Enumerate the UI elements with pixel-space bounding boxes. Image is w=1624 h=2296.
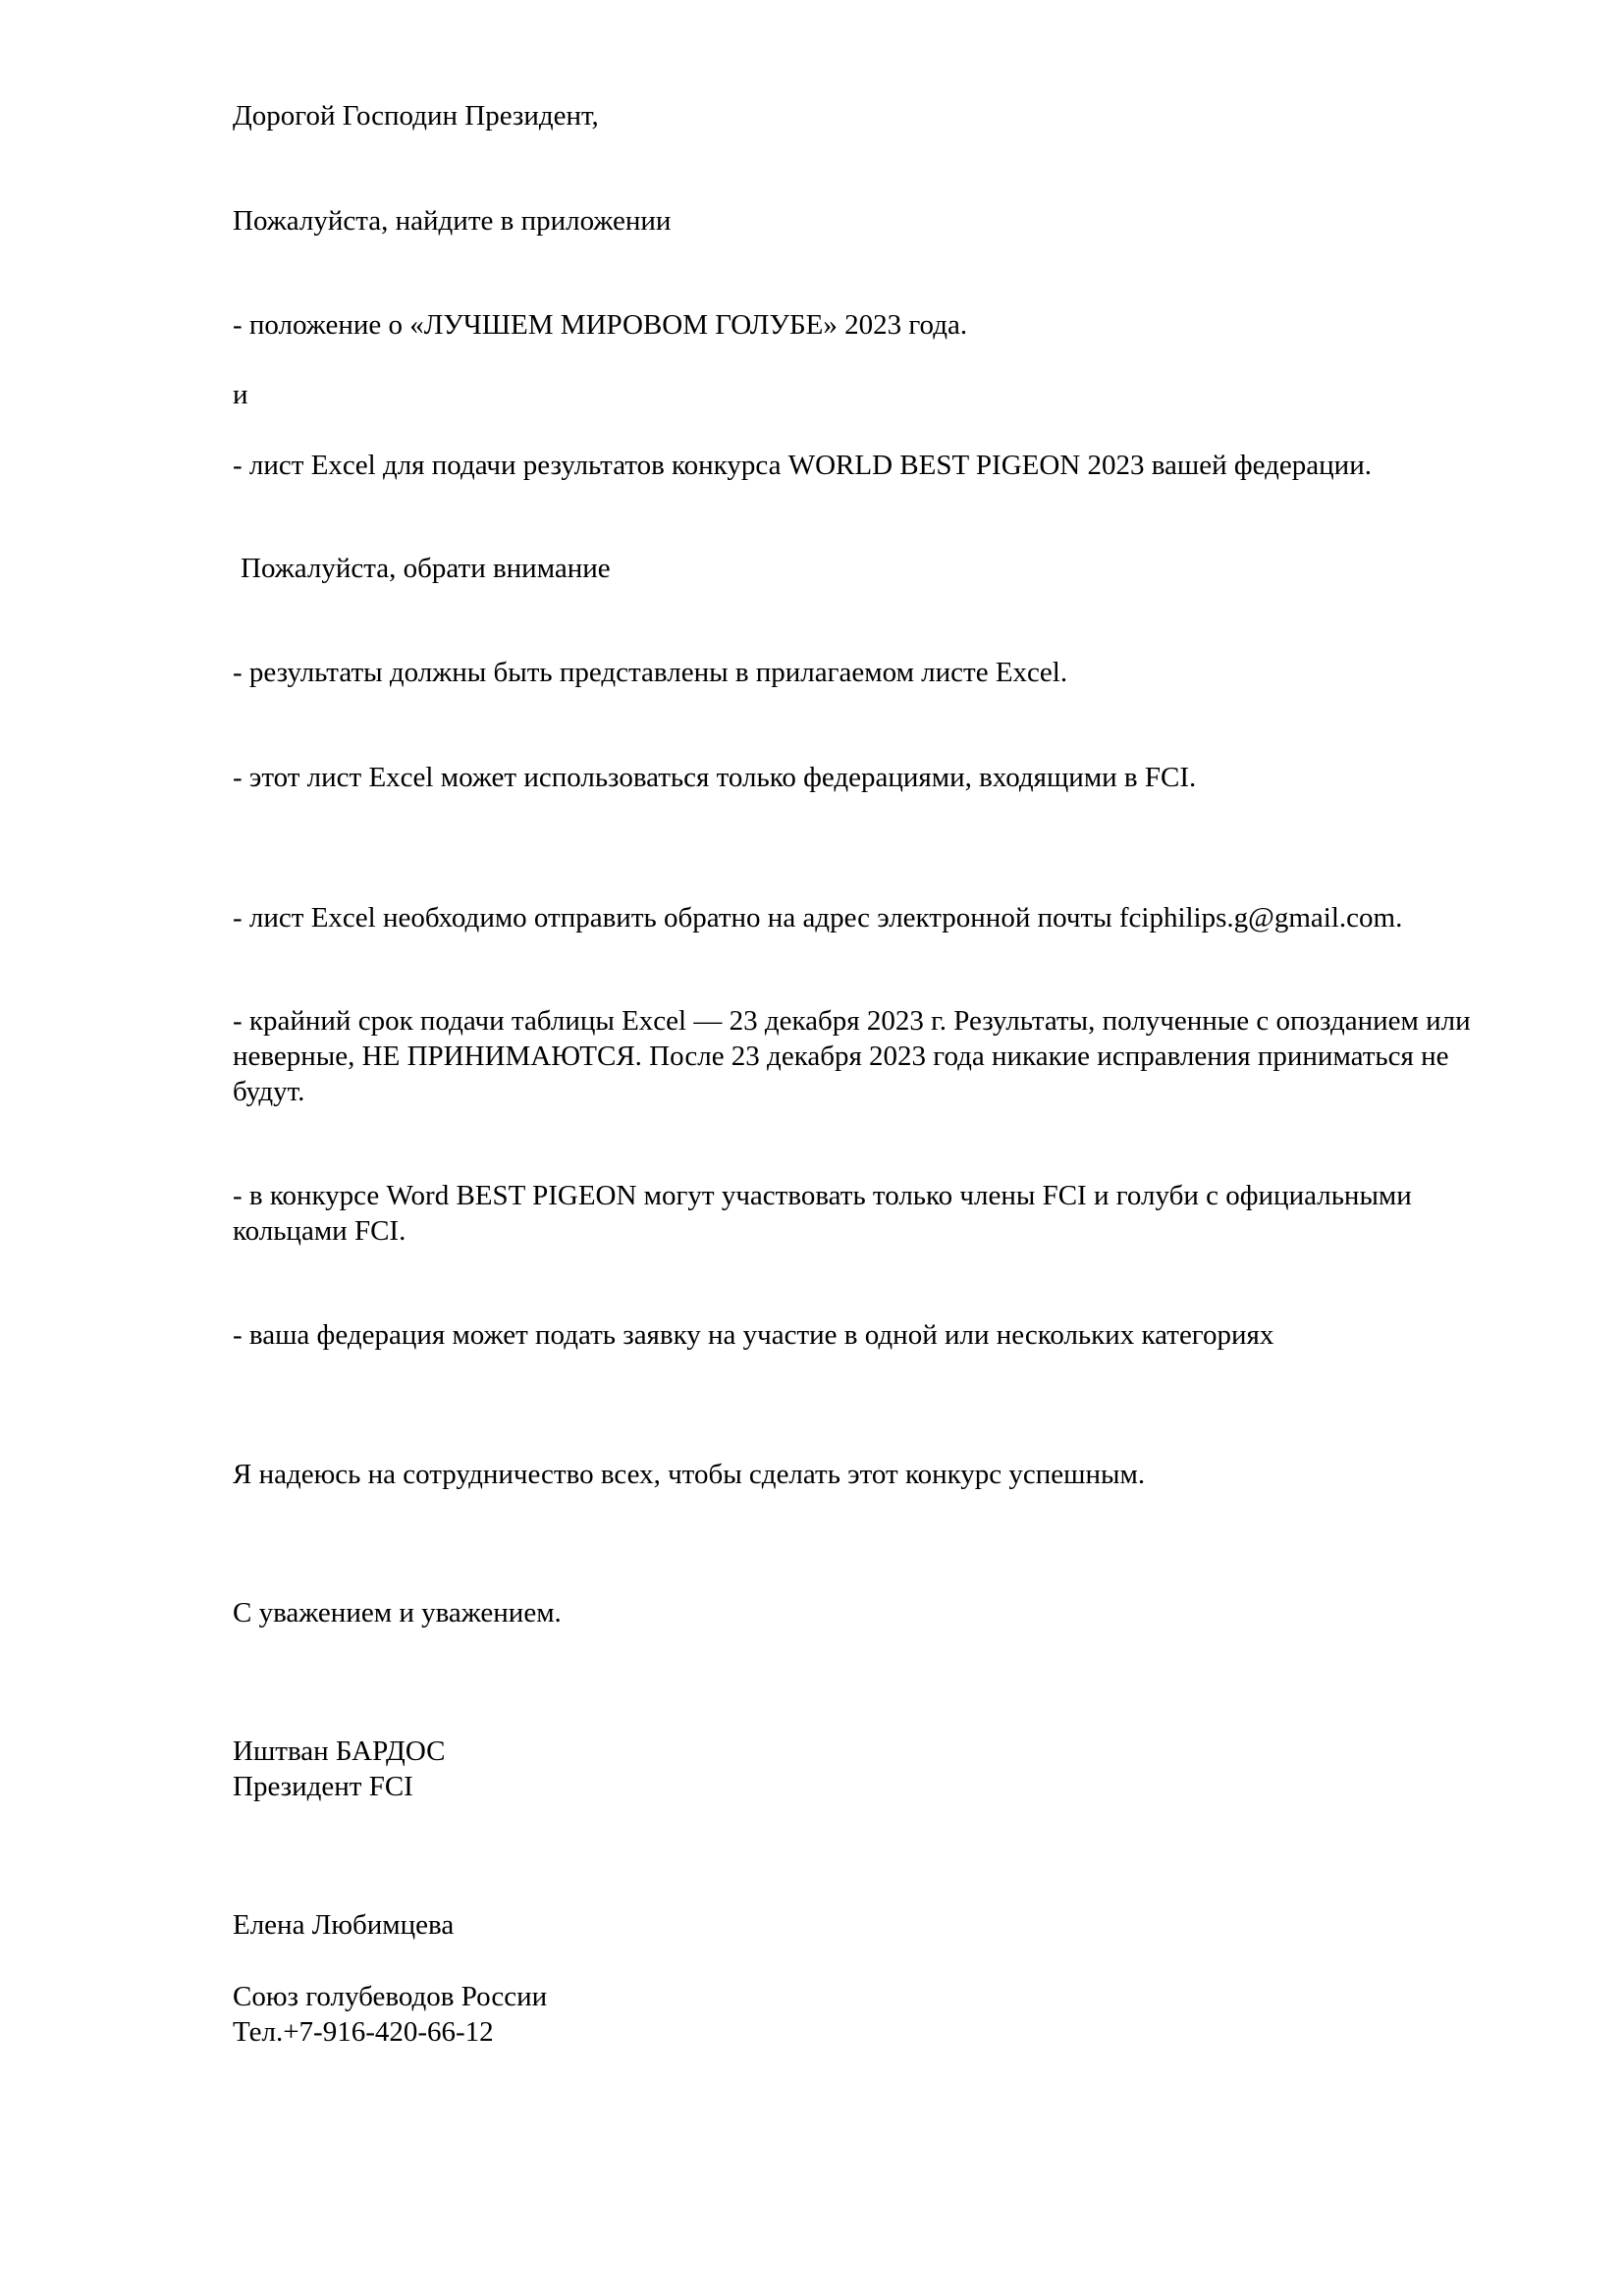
- signatory-2-organization: Союз голубеводов России: [233, 1981, 548, 2012]
- signatory-1-name: Иштван БАРДОС: [233, 1735, 446, 1767]
- notice-heading: Пожалуйста, обрати внимание: [241, 553, 611, 584]
- sign-off: С уважением и уважением.: [233, 1597, 562, 1629]
- signatory-1-title: Президент FCI: [233, 1771, 413, 1802]
- attachment-item-1: - положение о «ЛУЧШЕМ МИРОВОМ ГОЛУБЕ» 2023 года.: [233, 309, 968, 341]
- closing-hope: Я надеюсь на сотрудничество всех, чтобы сделать этот конкурс успешным.: [233, 1459, 1146, 1490]
- note-item-4: - крайний срок подачи таблицы Excel — 23 декабря 2023 г. Результаты, полученные с опозданием или неверные, НЕ ПРИНИМАЮТСЯ. После 23 декабря 2023 года никакие исправления приниматься не будут.: [233, 1005, 1471, 1107]
- greeting: Дорогой Господин Президент,: [233, 100, 599, 132]
- signatory-2-name: Елена Любимцева: [233, 1909, 455, 1941]
- conjunction-text: и: [233, 379, 248, 410]
- note-item-5: - в конкурсе Word BEST PIGEON могут участвовать только члены FCI и голуби с официальными кольцами FCI.: [233, 1180, 1412, 1247]
- attachment-item-2: - лист Excel для подачи результатов конкурса WORLD BEST PIGEON 2023 вашей федерации.: [233, 450, 1372, 481]
- note-item-2: - этот лист Excel может использоваться только федерациями, входящими в FCI.: [233, 762, 1197, 793]
- note-item-6: - ваша федерация может подать заявку на участие в одной или нескольких категориях: [233, 1319, 1274, 1351]
- note-item-1: - результаты должны быть представлены в прилагаемом листе Excel.: [233, 657, 1068, 688]
- signatory-2-phone: Тел.+7-916-420-66-12: [233, 2016, 494, 2048]
- note-item-3: - лист Excel необходимо отправить обратно на адрес электронной почты fciphilips.g@gmail.com.: [233, 902, 1403, 934]
- intro-text: Пожалуйста, найдите в приложении: [233, 205, 672, 237]
